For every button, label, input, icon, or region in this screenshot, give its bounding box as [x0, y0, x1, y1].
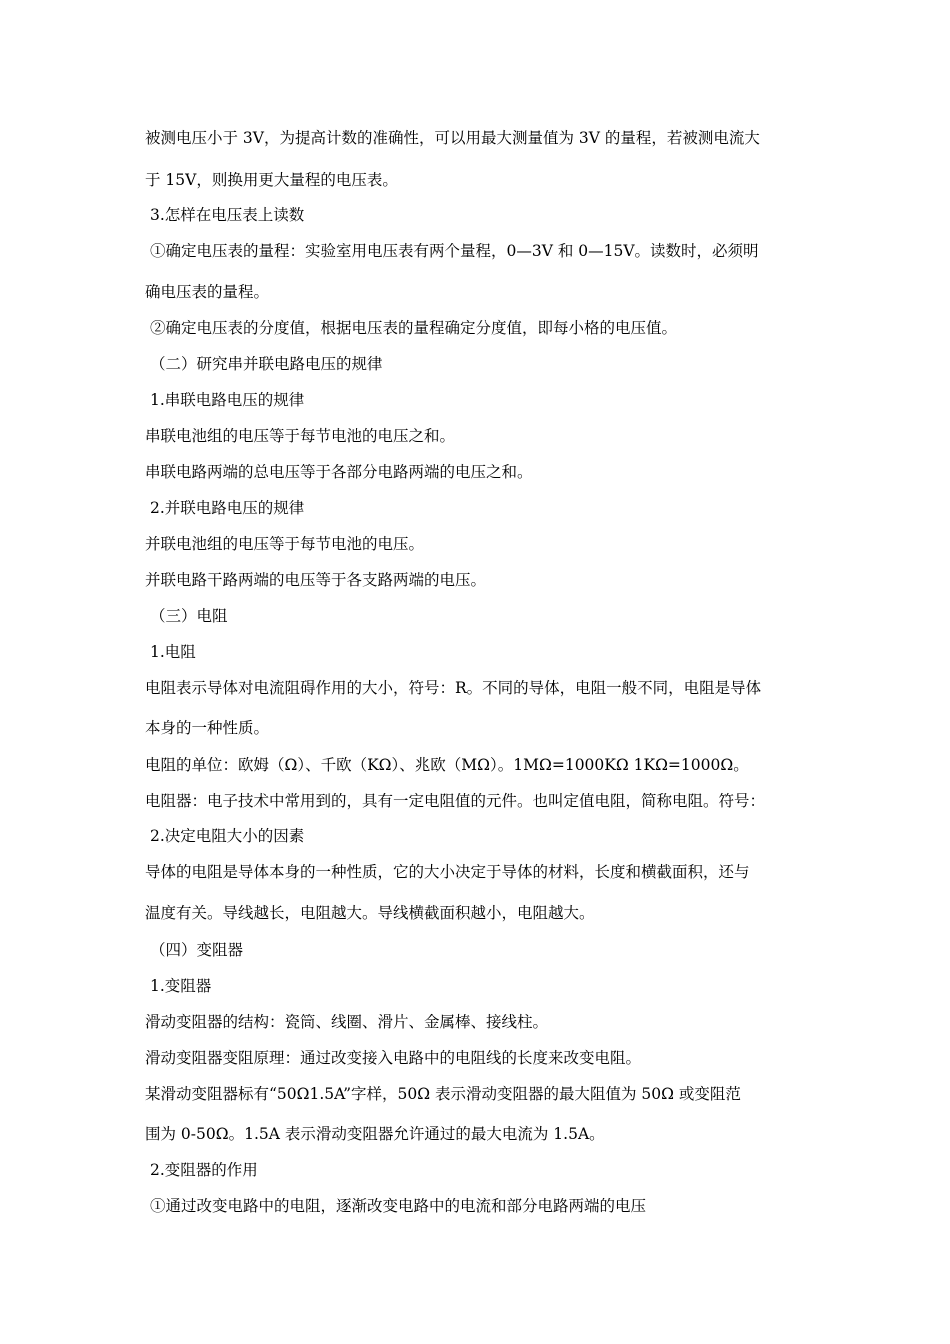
- body-text-line: 串联电池组的电压等于每节电池的电压之和。: [145, 427, 456, 445]
- body-text-line: 电阻的单位：欧姆（Ω）、千欧（KΩ）、兆欧（MΩ）。1MΩ=1000KΩ 1KΩ=1000Ω。: [145, 756, 749, 774]
- body-text-line: 本身的一种性质。: [145, 719, 270, 737]
- section-heading: （二）研究串并联电路电压的规律: [150, 355, 383, 373]
- section-heading: （三）电阻: [150, 607, 228, 625]
- list-item: ②确定电压表的分度值，根据电压表的量程确定分度值，即每小格的电压值。: [150, 319, 678, 337]
- subsection-heading: 1.电阻: [150, 643, 196, 661]
- list-item: ①通过改变电路中的电阻，逐渐改变电路中的电流和部分电路两端的电压: [150, 1197, 647, 1215]
- body-text-line: 电阻表示导体对电流阻碍作用的大小，符号：R。不同的导体，电阻一般不同，电阻是导体: [145, 679, 762, 697]
- subsection-heading: 1.变阻器: [150, 977, 212, 995]
- subsection-heading: 2.变阻器的作用: [150, 1161, 258, 1179]
- list-item: ①确定电压表的量程：实验室用电压表有两个量程，0—3V 和 0—15V。读数时，必须明: [150, 242, 759, 260]
- body-text-line: 于 15V，则换用更大量程的电压表。: [145, 171, 398, 189]
- body-text-line: 滑动变阻器的结构：瓷筒、线圈、滑片、金属棒、接线柱。: [145, 1013, 549, 1031]
- subsection-heading: 3.怎样在电压表上读数: [150, 206, 305, 224]
- subsection-heading: 1.串联电路电压的规律: [150, 391, 305, 409]
- body-text-line: 围为 0-50Ω。1.5A 表示滑动变阻器允许通过的最大电流为 1.5A。: [145, 1125, 605, 1143]
- body-text-line: 某滑动变阻器标有“50Ω1.5A”字样，50Ω 表示滑动变阻器的最大阻值为 50Ω 或变阻范: [145, 1085, 741, 1103]
- body-text-line: 串联电路两端的总电压等于各部分电路两端的电压之和。: [145, 463, 533, 481]
- body-text-line: 确电压表的量程。: [145, 283, 270, 301]
- subsection-heading: 2.并联电路电压的规律: [150, 499, 305, 517]
- body-text-line: 温度有关。导线越长，电阻越大。导线横截面积越小，电阻越大。: [145, 904, 595, 922]
- body-text-line: 导体的电阻是导体本身的一种性质，它的大小决定于导体的材料，长度和横截面积，还与: [145, 863, 750, 881]
- body-text-line: 并联电路干路两端的电压等于各支路两端的电压。: [145, 571, 487, 589]
- body-text-line: 并联电池组的电压等于每节电池的电压。: [145, 535, 425, 553]
- section-heading: （四）变阻器: [150, 941, 244, 959]
- body-text-line: 电阻器：电子技术中常用到的，具有一定电阻值的元件。也叫定值电阻，简称电阻。符号：: [145, 792, 766, 810]
- body-text-line: 被测电压小于 3V，为提高计数的准确性，可以用最大测量值为 3V 的量程，若被测电流大: [145, 129, 760, 147]
- subsection-heading: 2.决定电阻大小的因素: [150, 827, 305, 845]
- body-text-line: 滑动变阻器变阻原理：通过改变接入电路中的电阻线的长度来改变电阻。: [145, 1049, 642, 1067]
